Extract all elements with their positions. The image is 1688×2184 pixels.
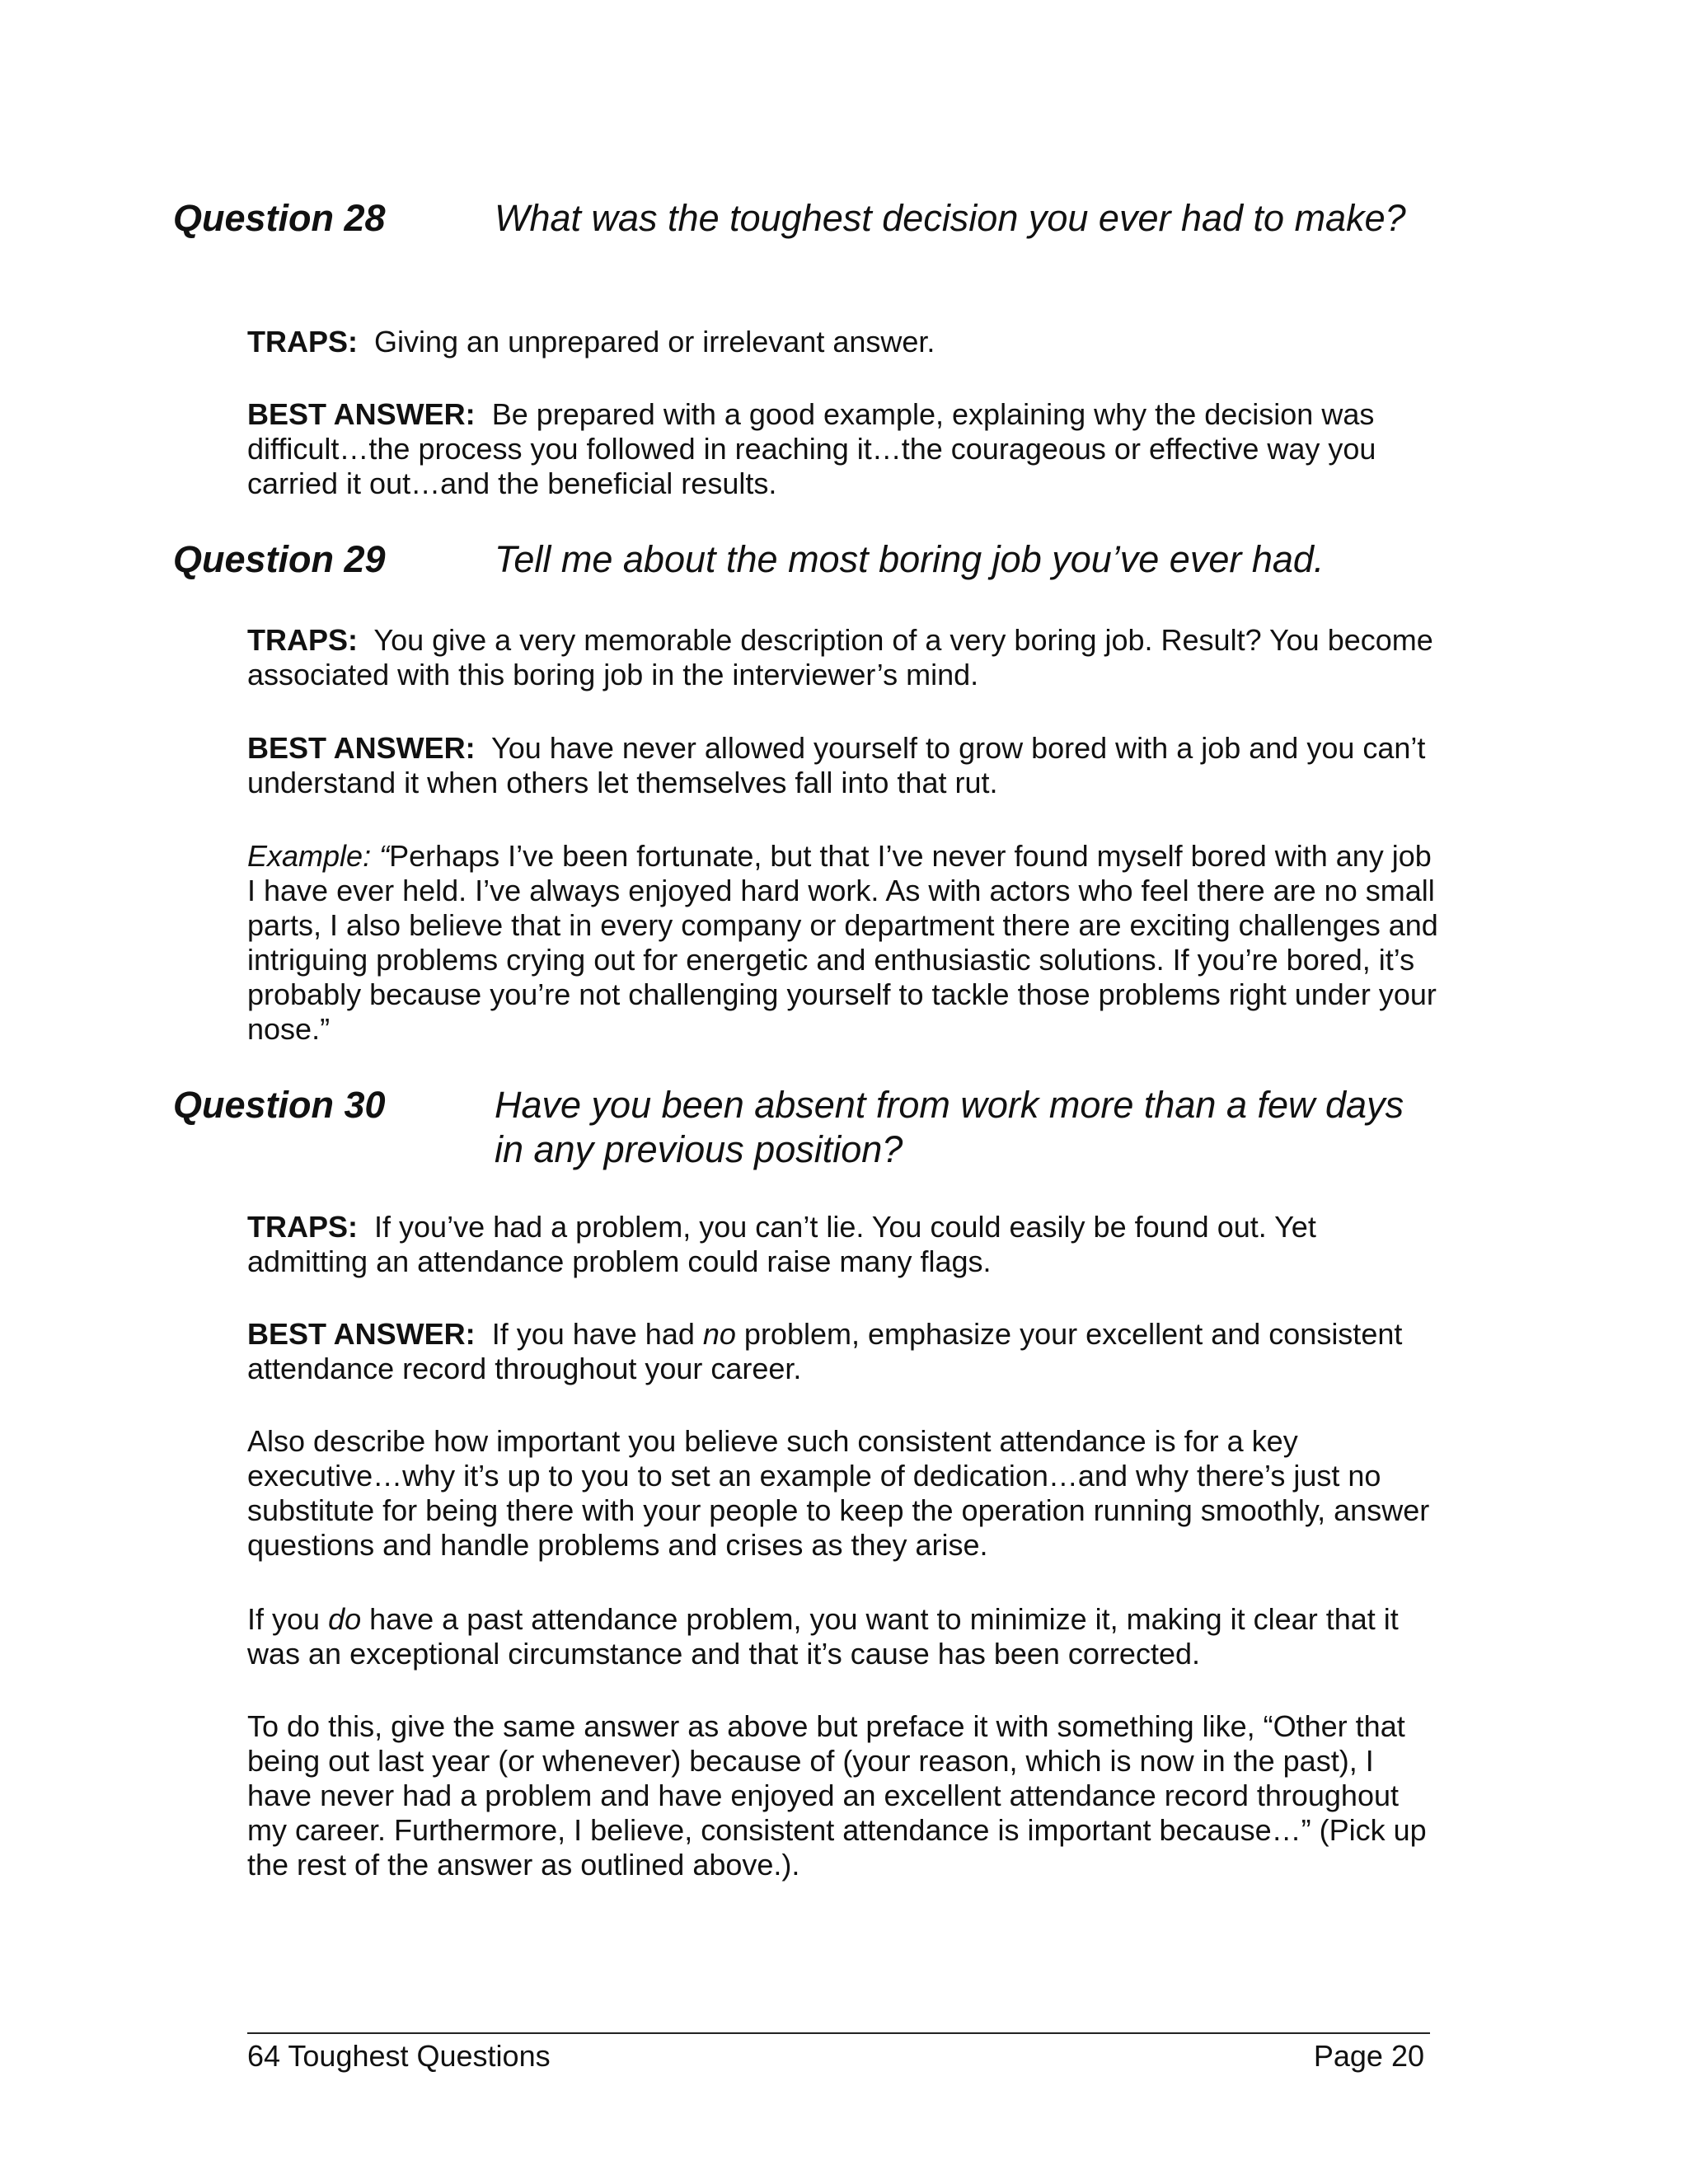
- if-emphasis: do: [328, 1602, 362, 1636]
- example-label: Example: “: [247, 839, 390, 873]
- q30-also-paragraph: Also describe how important you believe such consistent attendance is for a key executive…why it’s up to you to set an example of dedication…and why there’s just no substitute for being there with your people to keep the operation running smoothly, answer questions and handle problems and crises as they arise.: [247, 1424, 1430, 1562]
- traps-text: If you’ve had a problem, you can’t lie. You could easily be found out. Yet admitting an attendance problem could raise many flags.: [247, 1210, 1316, 1278]
- q29-traps: [247, 623, 1442, 692]
- best-answer-text-pre: If you have had: [491, 1317, 703, 1351]
- best-answer-text: You have never allowed yourself to grow bored with a job and you can’t understand it when others let themselves fall into that rut.: [247, 731, 1426, 799]
- if-text-pre: If you: [247, 1602, 329, 1636]
- footer-rule: [247, 2032, 1430, 2034]
- traps-text: You give a very memorable description of a very boring job. Result? You become associated with this boring job in the interviewer’s mind.: [247, 623, 1433, 691]
- q29-example: [247, 839, 1442, 1047]
- q29-best-answer: [247, 731, 1442, 800]
- question-30-text: Have you been absent from work more than a few days in any previous position?: [495, 1084, 1404, 1170]
- best-answer-text: Be prepared with a good example, explaining why the decision was difficult…the process you followed in reaching it…the courageous or effective way you carried it out…and the beneficial results.: [247, 397, 1376, 500]
- question-29-text: Tell me about the most boring job you’ve ever had.: [495, 538, 1325, 580]
- best-answer-label: BEST ANSWER:: [247, 1317, 476, 1351]
- traps-text: Giving an unprepared or irrelevant answer.: [374, 325, 935, 359]
- footer-title: 64 Toughest Questions: [247, 2039, 551, 2073]
- question-30-label: Question 30: [173, 1084, 386, 1126]
- example-text: Perhaps I’ve been fortunate, but that I’ve never found myself bored with any job I have ever held. I’ve always enjoyed hard work. As with actors who feel there are no small parts, I also believe that in every company or department there are exciting challenges and intriguing problems crying out for energetic and enthusiastic solutions. If you’re bored, it’s probably because you’re not challenging yourself to tackle those problems right under your nose.”: [247, 839, 1438, 1046]
- best-answer-label: BEST ANSWER:: [247, 397, 476, 431]
- best-answer-text-post: problem, emphasize your excellent and consistent attendance record throughout your career.: [247, 1317, 1403, 1385]
- q28-best-answer: [247, 397, 1442, 501]
- q30-todo-paragraph: To do this, give the same answer as above but preface it with something like, “Other that being out last year (or whenever) because of (your reason, which is now in the past), I have never had a problem and have enjoyed an excellent attendance record throughout my career. Furthermore, I believe, consistent attendance is important because…” (Pick up the rest of the answer as outlined above.).: [247, 1709, 1427, 1882]
- q30-if-paragraph: [247, 1602, 1442, 1671]
- best-answer-label: BEST ANSWER:: [247, 731, 476, 765]
- traps-label: TRAPS:: [247, 623, 358, 657]
- page-number: Page 20: [1313, 2039, 1424, 2073]
- question-29-label: Question 29: [173, 538, 386, 580]
- traps-label: TRAPS:: [247, 1210, 358, 1244]
- q28-traps: [247, 325, 1442, 359]
- question-28-label: Question 28: [173, 197, 386, 239]
- question-28-text: What was the toughest decision you ever had to make?: [495, 197, 1406, 239]
- if-text-post: have a past attendance problem, you want to minimize it, making it clear that it was an exceptional circumstance and that it’s cause has been corrected.: [247, 1602, 1399, 1671]
- q30-traps: [247, 1210, 1442, 1279]
- q30-best-answer: [247, 1317, 1442, 1386]
- traps-label: TRAPS:: [247, 325, 358, 359]
- best-answer-emphasis: no: [702, 1317, 736, 1351]
